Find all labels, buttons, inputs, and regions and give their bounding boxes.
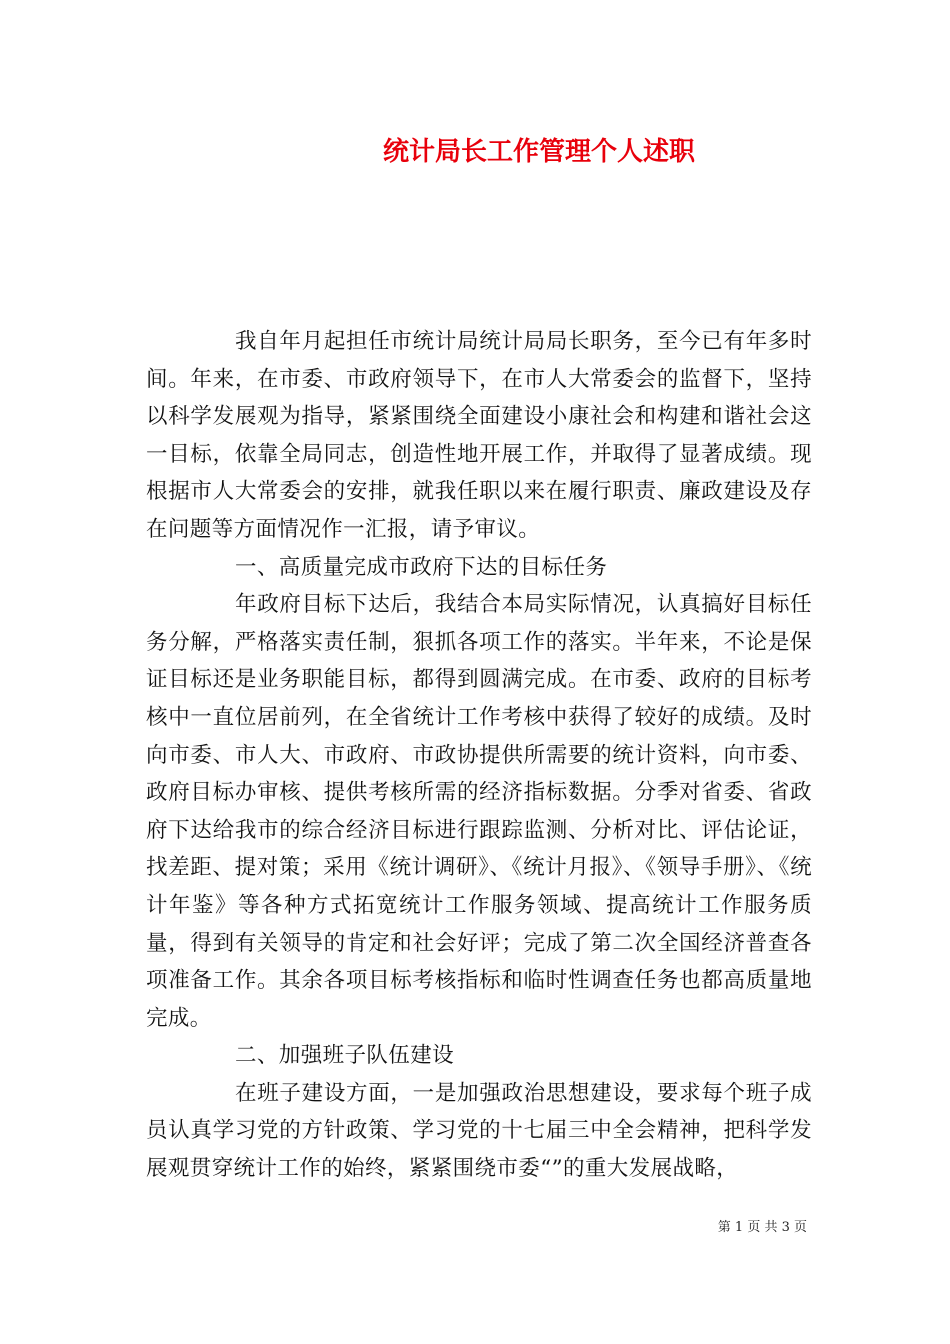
- paragraph-intro: 我自年月起担任市统计局统计局局长职务，至今已有年多时间。年来，在市委、市政府领导下，在市人大常委会的监督下，坚持以科学发展观为指导，紧紧围绕全面建设小康社会和构建和谐社会这一目标，依靠全局同志，创造性地开展工作，并取得了显著成绩。现根据市人大常委会的安排，就我任职以来在履行职责、廉政建设及存在问题等方面情况作一汇报，请予审议。: [146, 329, 812, 542]
- section-heading-1: 一、高质量完成市政府下达的目标任务: [235, 554, 608, 580]
- section-heading-2: 二、加强班子队伍建设: [235, 1043, 455, 1069]
- document-body: [146, 323, 812, 1188]
- page-number-footer: 第 1 页 共 3 页: [717, 1220, 807, 1235]
- paragraph-section-1: 年政府目标下达后，我结合本局实际情况，认真搞好目标任务分解，严格落实责任制，狠抓各项工作的落实。半年来，不论是保证目标还是业务职能目标，都得到圆满完成。在市委、政府的目标考核中一直位居前列，在全省统计工作考核中获得了较好的成绩。及时向市委、市人大、市政府、市政协提供所需要的统计资料，向市委、政府目标办审核、提供考核所需的经济指标数据。分季对省委、省政府下达给我市的综合经济目标进行跟踪监测、分析对比、评估论证，找差距、提对策；采用《统计调研》、《统计月报》、《领导手册》、《统计年鉴》等各种方式拓宽统计工作服务领域、提高统计工作服务质量，得到有关领导的肯定和社会好评；完成了第二次全国经济普查各项准备工作。其余各项目标考核指标和临时性调查任务也都高质量地完成。: [146, 592, 812, 1031]
- paragraph-section-2: 在班子建设方面，一是加强政治思想建设，要求每个班子成员认真学习党的方针政策、学习党的十七届三中全会精神，把科学发展观贯穿统计工作的始终，紧紧围绕市委“”的重大发展战略，: [146, 1080, 812, 1182]
- document-title: 统计局长工作管理个人述职: [382, 137, 695, 167]
